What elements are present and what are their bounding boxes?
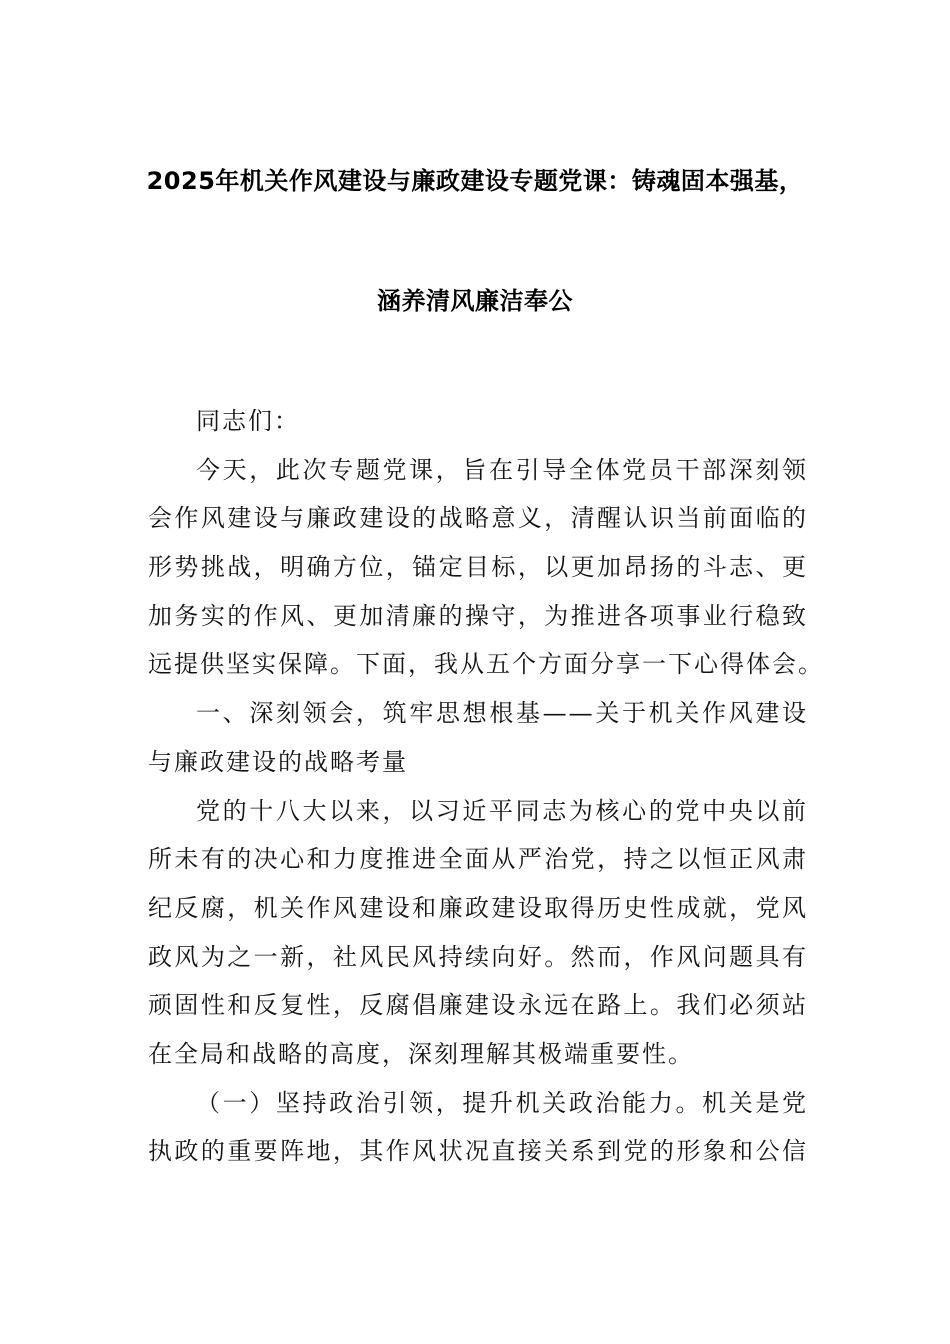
paragraph-1-line-5: 远提供坚实保障。下面，我从五个方面分享一下心得体会。 [148,650,824,679]
paragraph-1-line-4: 加务实的作风、更加清廉的操守，为推进各项事业行稳致 [148,601,808,630]
paragraph-2-line-1: 党的十八大以来，以习近平同志为核心的党中央以前 [196,796,808,825]
paragraph-2-line-5: 顽固性和反复性，反腐倡廉建设永远在路上。我们必须站 [148,991,808,1020]
paragraph-2-line-2: 所未有的决心和力度推进全面从严治党，持之以恒正风肃 [148,845,808,874]
paragraph-2-line-3: 纪反腐，机关作风建设和廉政建设取得历史性成就，党风 [148,893,808,922]
document-title-line-2: 涵养清风廉洁奉公 [377,287,573,315]
paragraph-1-line-2: 会作风建设与廉政建设的战略意义，清醒认识当前面临的 [148,504,808,533]
document-title-line-1: 2025年机关作风建设与廉政建设专题党课：铸魂固本强基， [146,167,804,195]
salutation: 同志们： [196,407,300,435]
section-heading-line-2: 与廉政建设的战略考量 [148,747,408,776]
paragraph-2-line-6: 在全局和战略的高度，深刻理解其极端重要性。 [148,1039,694,1068]
document-body [148,397,824,1176]
section-heading-line-1: 一、深刻领会，筑牢思想根基——关于机关作风建设 [196,699,808,728]
paragraph-1-line-1: 今天，此次专题党课，旨在引导全体党员干部深刻领 [196,455,808,484]
subsection-paragraph-line-1: （一）坚持政治引领，提升机关政治能力。机关是党 [196,1088,808,1117]
paragraph-2-line-4: 政风为之一新，社风民风持续向好。然而，作风问题具有 [148,942,808,971]
paragraph-1-line-3: 形势挑战，明确方位，锚定目标，以更加昂扬的斗志、更 [148,553,808,582]
subsection-paragraph-line-2: 执政的重要阵地，其作风状况直接关系到党的形象和公信 [148,1137,808,1166]
